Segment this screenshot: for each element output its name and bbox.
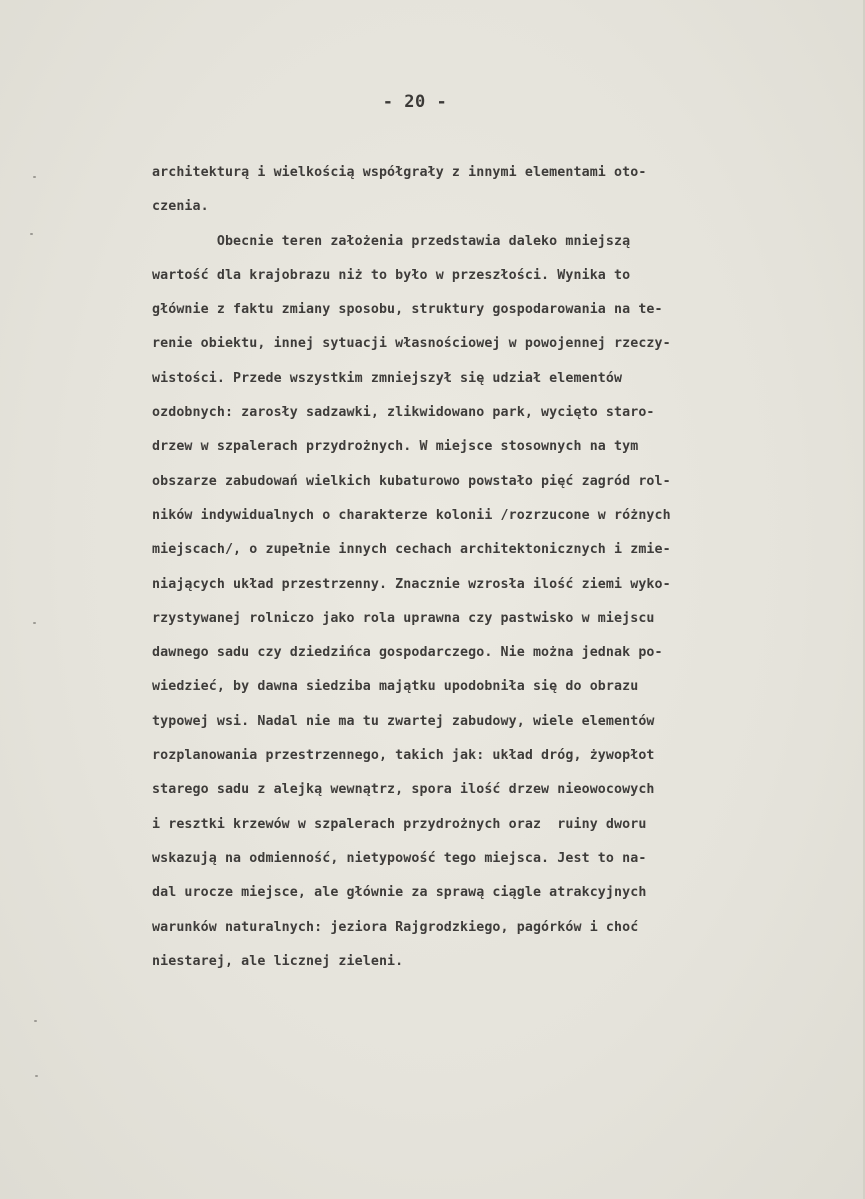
- body-text: [152, 156, 842, 979]
- paper-speck: [33, 176, 36, 178]
- text-line: dawnego sadu czy dziedzińca gospodarczego. Nie można jednak po-: [152, 645, 663, 661]
- page-number: - 20 -: [382, 92, 448, 112]
- paper-speck: [30, 233, 33, 235]
- text-line: architekturą i wielkością współgrały z innymi elementami oto-: [152, 165, 647, 180]
- text-line: niających układ przestrzenny. Znacznie wzrosła ilość ziemi wyko-: [152, 576, 671, 592]
- text-line: rzystywanej rolniczo jako rola uprawna czy pastwisko w miejscu: [152, 610, 655, 626]
- text-line: Obecnie teren założenia przedstawia daleko mniejszą: [152, 233, 631, 249]
- text-line: wistości. Przede wszystkim zmniejszył się udział elementów: [152, 370, 623, 386]
- paper-speck: [35, 1075, 38, 1077]
- text-line: renie obiektu, innej sytuacji własnościowej w powojennej rzeczy-: [152, 336, 671, 352]
- text-line: ników indywidualnych o charakterze kolonii /rozrzucone w różnych: [152, 507, 671, 523]
- text-line: ozdobnych: zarosły sadzawki, zlikwidowano park, wycięto staro-: [152, 405, 655, 421]
- text-line: i resztki krzewów w szpalerach przydrożnych oraz ruiny dworu: [152, 816, 647, 832]
- text-line: wiedzieć, by dawna siedziba majątku upodobniła się do obrazu: [152, 679, 639, 695]
- text-line: starego sadu z alejką wewnątrz, spora ilość drzew nieowocowych: [152, 782, 655, 798]
- text-line: wskazują na odmienność, nietypowość tego miejsca. Jest to na-: [152, 850, 647, 866]
- text-line: drzew w szpalerach przydrożnych. W miejsce stosownych na tym: [152, 439, 639, 455]
- text-line: warunków naturalnych: jeziora Rajgrodzkiego, pagórków i choć: [152, 919, 639, 935]
- text-line: typowej wsi. Nadal nie ma tu zwartej zabudowy, wiele elementów: [152, 713, 655, 729]
- text-line: obszarze zabudowań wielkich kubaturowo powstało pięć zagród rol-: [152, 473, 671, 489]
- text-line: niestarej, ale licznej zieleni.: [152, 953, 404, 969]
- paper-speck: [33, 622, 36, 624]
- text-line: rozplanowania przestrzennego, takich jak: układ dróg, żywopłot: [152, 748, 655, 764]
- text-line: głównie z faktu zmiany sposobu, struktury gospodarowania na te-: [152, 302, 663, 318]
- text-line: wartość dla krajobrazu niż to było w przeszłości. Wynika to: [152, 267, 631, 283]
- text-line: czenia.: [152, 199, 209, 215]
- text-line: miejscach/, o zupełnie innych cechach architektonicznych i zmie-: [152, 542, 671, 558]
- paper-speck: [34, 1020, 37, 1022]
- text-line: dal urocze miejsce, ale głównie za sprawą ciągle atrakcyjnych: [152, 885, 647, 901]
